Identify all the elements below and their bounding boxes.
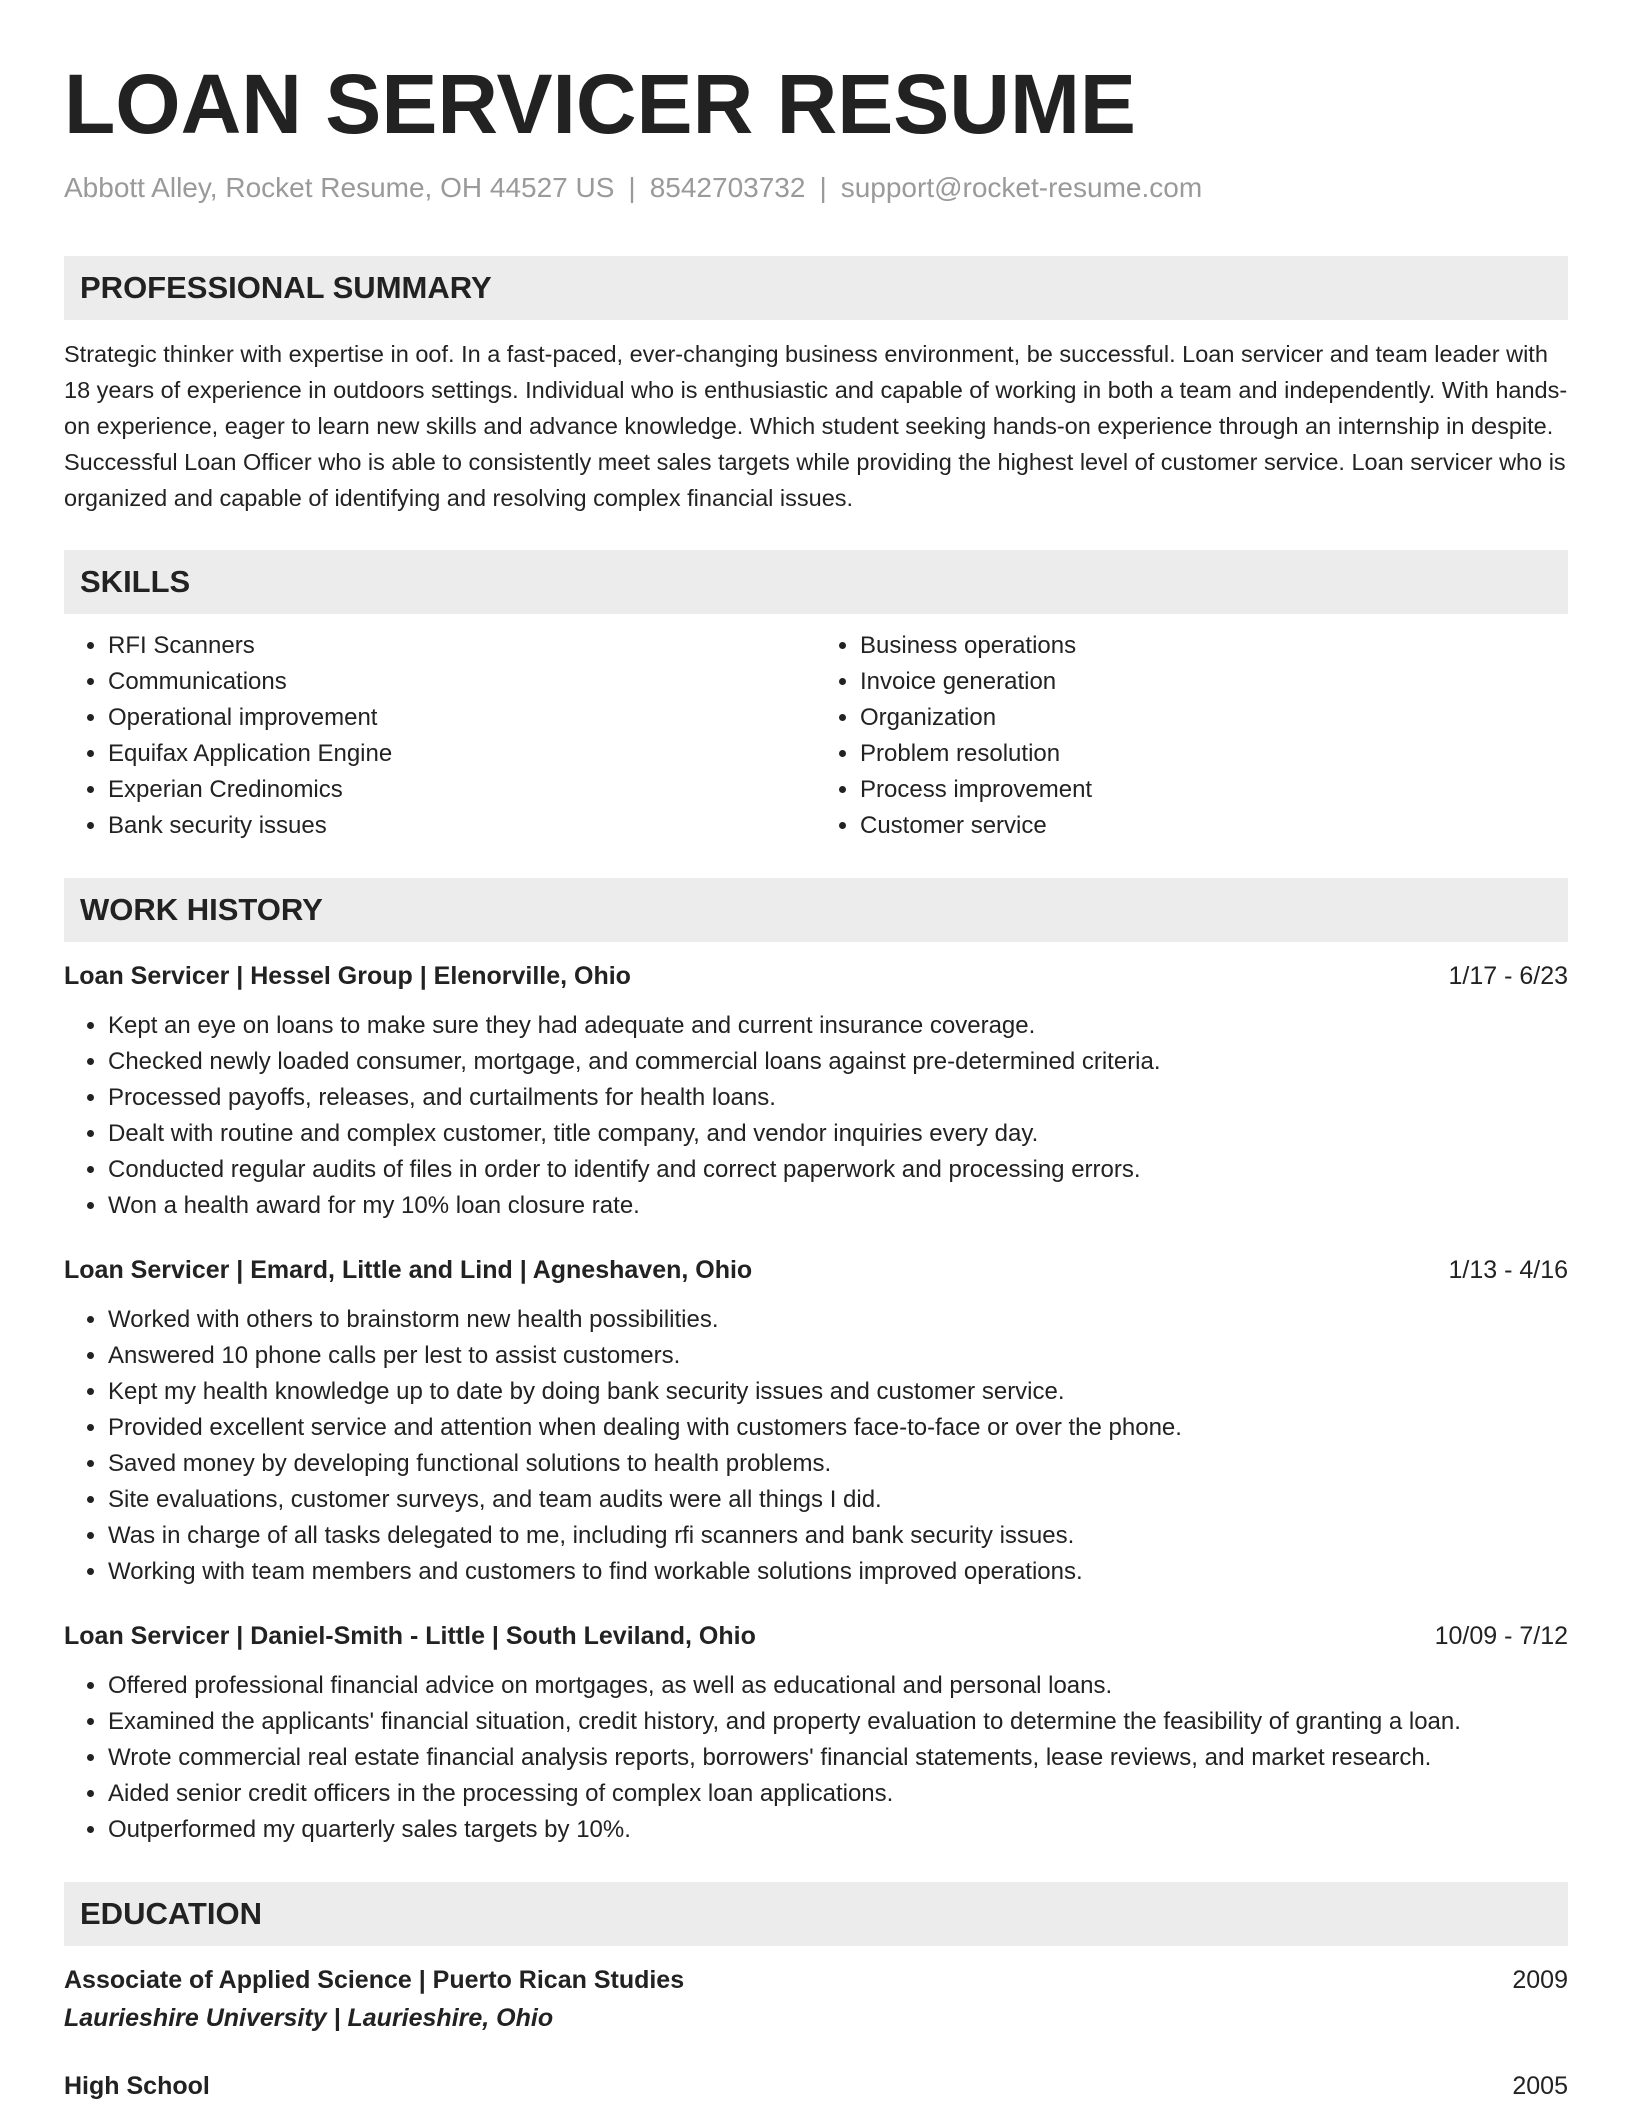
job-header (64, 1618, 1568, 1654)
job-header (64, 1252, 1568, 1288)
summary-text: Strategic thinker with expertise in oof. In a fast-paced, ever-changing business environment, be successful. Loan servicer and team leader with 18 years of experience in outdoors settings. Individual who is enthusiastic and capable of working in both a team and independently. With hands-on experience, eager to learn new skills and advance knowledge. Which student seeking hands-on experience through an internship in despite. Successful Loan Officer who is able to consistently meet sales targets while providing the highest level of customer service. Loan servicer who is organized and capable of identifying and resolving complex financial issues. (64, 341, 1568, 511)
education-header (64, 1962, 1568, 1998)
summary-heading: PROFESSIONAL SUMMARY (64, 256, 1568, 320)
job-bullet: • Kept my health knowledge up to date by doing bank security issues and customer service. (108, 1374, 1568, 1410)
skill-item: • RFI Scanners (108, 628, 816, 664)
skill-item: • Invoice generation (860, 664, 1568, 700)
job-title: Loan Servicer | Hessel Group | Elenorville, Ohio (64, 962, 631, 990)
resume-title: LOAN SERVICER RESUME (64, 57, 1136, 151)
contact-line (64, 170, 1568, 206)
job-bullet: • Offered professional financial advice on mortgages, as well as educational and personal loans. (108, 1668, 1568, 1704)
job-bullet: • Won a health award for my 10% loan closure rate. (108, 1188, 1568, 1224)
skill-item: • Communications (108, 664, 816, 700)
job-entry (64, 958, 1568, 1224)
job-dates: 1/13 - 4/16 (1448, 1256, 1568, 1284)
education-degree: Associate of Applied Science | Puerto Rican Studies (64, 1966, 685, 1994)
job-bullet: • Outperformed my quarterly sales targets by 10%. (108, 1812, 1568, 1848)
education-heading: EDUCATION (64, 1882, 1568, 1946)
job-bullet: • Provided excellent service and attention when dealing with customers face-to-face or over the phone. (108, 1410, 1568, 1446)
job-bullet: • Site evaluations, customer surveys, and team audits were all things I did. (108, 1482, 1568, 1518)
contact-phone: 8542703732 (649, 172, 806, 203)
job-bullet: • Working with team members and customers to find workable solutions improved operations. (108, 1554, 1568, 1590)
job-bullet: • Worked with others to brainstorm new health possibilities. (108, 1302, 1568, 1338)
skill-item: • Business operations (860, 628, 1568, 664)
contact-separator: | (819, 172, 827, 203)
education-year: 2009 (1512, 1966, 1568, 1994)
contact-separator: | (628, 172, 636, 203)
skill-item: • Process improvement (860, 772, 1568, 808)
skill-item: • Problem resolution (860, 736, 1568, 772)
skills-list (64, 628, 1568, 844)
education-degree: High School (64, 2072, 210, 2100)
skill-item: • Operational improvement (108, 700, 816, 736)
skill-item: • Bank security issues (108, 808, 816, 844)
contact-email: support@rocket-resume.com (840, 172, 1203, 203)
job-bullet: • Wrote commercial real estate financial analysis reports, borrowers' financial statements, lease reviews, and market research. (108, 1740, 1568, 1776)
skills-column-right (816, 628, 1568, 844)
job-bullet: • Saved money by developing functional solutions to health problems. (108, 1446, 1568, 1482)
job-bullet: • Checked newly loaded consumer, mortgage, and commercial loans against pre-determined criteria. (108, 1044, 1568, 1080)
job-bullet: • Dealt with routine and complex customer, title company, and vendor inquiries every day. (108, 1116, 1568, 1152)
education-school: Laurieshire University | Laurieshire, Ohio (64, 2004, 554, 2032)
skills-heading: SKILLS (64, 550, 1568, 614)
job-bullet: • Examined the applicants' financial situation, credit history, and property evaluation to determine the feasibility of granting a loan. (108, 1704, 1568, 1740)
job-bullets (64, 1008, 1568, 1224)
skill-item: • Customer service (860, 808, 1568, 844)
skill-item: • Organization (860, 700, 1568, 736)
work-history-heading: WORK HISTORY (64, 878, 1568, 942)
skill-item: • Equifax Application Engine (108, 736, 816, 772)
job-bullet: • Aided senior credit officers in the processing of complex loan applications. (108, 1776, 1568, 1812)
job-bullets (64, 1302, 1568, 1590)
education-entry (64, 1962, 1568, 2036)
job-bullet: • Was in charge of all tasks delegated to me, including rfi scanners and bank security issues. (108, 1518, 1568, 1554)
job-bullet: • Kept an eye on loans to make sure they had adequate and current insurance coverage. (108, 1008, 1568, 1044)
education-header (64, 2068, 1568, 2104)
education-year: 2005 (1512, 2072, 1568, 2100)
contact-address: Abbott Alley, Rocket Resume, OH 44527 US (64, 172, 615, 203)
education-entry (64, 2068, 1568, 2104)
job-bullet: • Conducted regular audits of files in order to identify and correct paperwork and processing errors. (108, 1152, 1568, 1188)
skills-column-left (64, 628, 816, 844)
job-entry (64, 1618, 1568, 1848)
job-bullets (64, 1668, 1568, 1848)
job-bullet: • Processed payoffs, releases, and curtailments for health loans. (108, 1080, 1568, 1116)
job-dates: 10/09 - 7/12 (1434, 1622, 1568, 1650)
job-entry (64, 1252, 1568, 1590)
job-header (64, 958, 1568, 994)
job-dates: 1/17 - 6/23 (1448, 962, 1568, 990)
job-bullet: • Answered 10 phone calls per lest to assist customers. (108, 1338, 1568, 1374)
skill-item: • Experian Credinomics (108, 772, 816, 808)
job-title: Loan Servicer | Emard, Little and Lind | Agneshaven, Ohio (64, 1256, 753, 1284)
job-title: Loan Servicer | Daniel-Smith - Little | South Leviland, Ohio (64, 1622, 756, 1650)
